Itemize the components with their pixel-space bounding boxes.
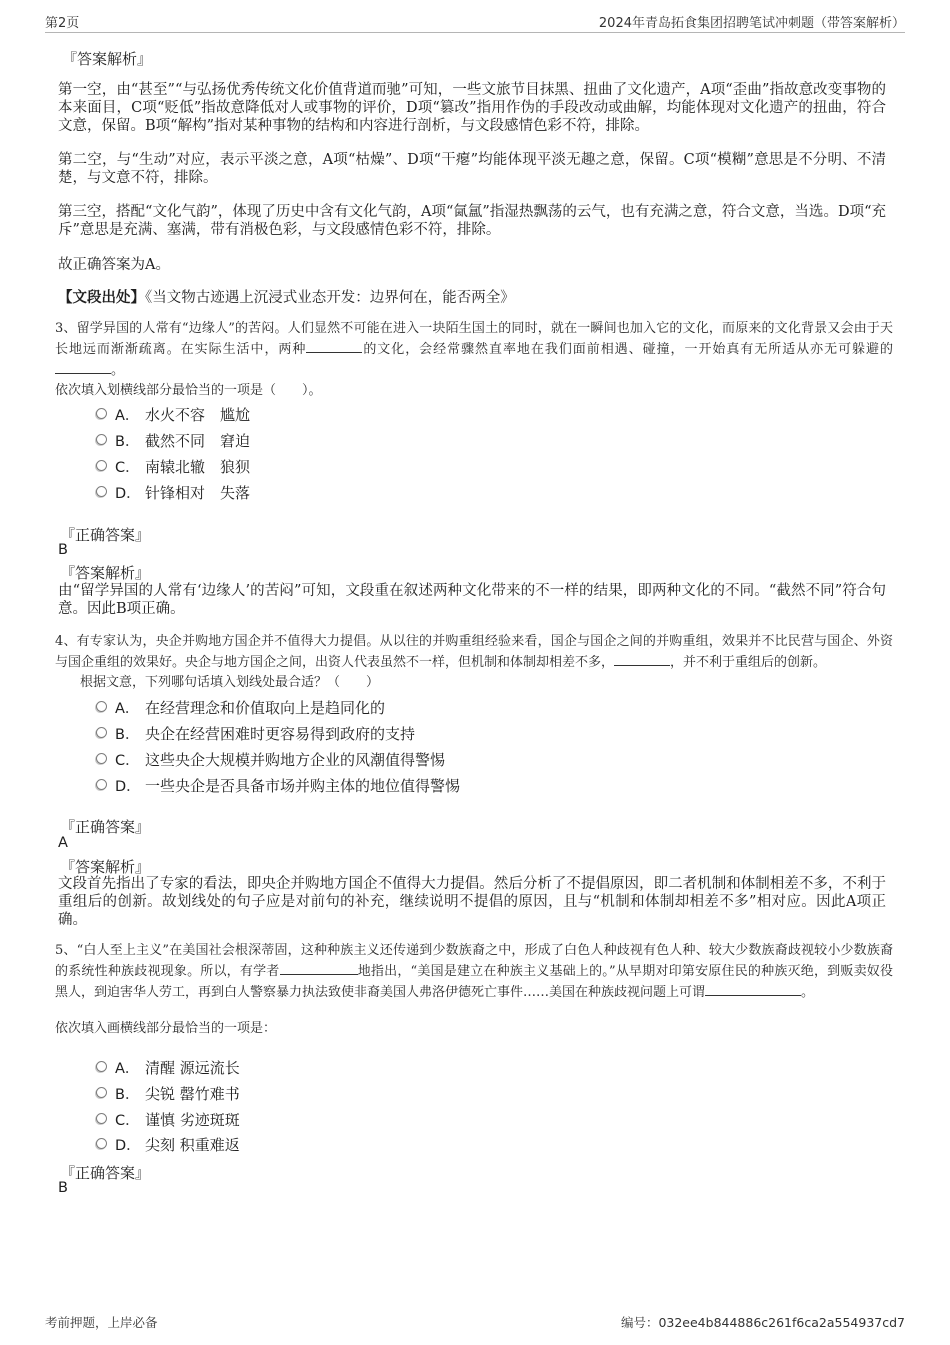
q5-stem-part2: 地指出，“美国是建立在种族主义基础上的。”从早期对印第安原住民的种族灭绝，到贩卖奴役黑人，到迫害华人劳工，再到白人警察暴力执法致使非裔美国人弗洛伊德死亡事件……美国在种族歧视问题上可谓 <box>55 964 893 1000</box>
option-text: 央企在经营困难时更容易得到政府的支持 <box>145 725 416 743</box>
option-text: 截然不同 窘迫 <box>145 432 251 450</box>
radio-button[interactable] <box>96 1113 107 1124</box>
radio-button[interactable] <box>96 1138 107 1149</box>
q3-stem-part3: 。 <box>111 363 125 378</box>
option-letter: A． <box>115 701 140 717</box>
radio-button[interactable] <box>96 701 107 712</box>
option-letter: A． <box>115 1061 140 1077</box>
q5-stem-part3: 。 <box>801 985 815 1000</box>
q3-stem-part2: 的文化，会经常骤然直率地在我们面前相遇、碰撞，一开始真有无所适从亦无可躲避的 <box>362 342 893 357</box>
q2-analysis-para1: 第一空，由“甚至”“与弘扬优秀传统文化价值背道而驰”可知，一些文旅节目抹黑、扭曲了文化遗产，A项“歪曲”指故意改变事物的本来面目，C项“贬低”指故意降低对人或事物的评价，D项“篡改”指用作伪的手段改动或曲解，均能体现对文化遗产的扭曲，符合文意，保留。B项“解构”指对某种事物的结构和内容进行剖析，与文段感情色彩不符，排除。 <box>58 82 886 134</box>
option-letter: C． <box>115 460 140 476</box>
q4-blank <box>614 653 670 666</box>
option-text: 在经营理念和价值取向上是趋同化的 <box>145 699 386 717</box>
q5-correct-label: 『正确答案』 <box>60 1164 151 1182</box>
option-letter: B． <box>115 727 140 743</box>
q4-analysis: 文段首先指出了专家的看法，即央企并购地方国企不值得大力提倡。然后分析了不提倡原因，即二者机制和体制相差不多，不利于重组后的创新。故划线处的句子应是对前句的补充，继续说明不提倡的原因，且与“机制和体制却相差不多”相对应。因此A项正确。 <box>58 876 886 928</box>
option-text: 尖刻 积重难返 <box>145 1136 240 1154</box>
q3-blank-2 <box>55 361 111 374</box>
q4-correct-answer: A <box>58 835 68 851</box>
radio-button[interactable] <box>96 408 107 419</box>
q2-analysis-para3: 第三空，搭配“文化气韵”，体现了历史中含有文化气韵，A项“氤氲”指湿热飘荡的云气，也有充满之意，符合文意，当选。D项“充斥”意思是充满、塞满，带有消极色彩，与文段感情色彩不符，排除。 <box>58 204 886 238</box>
q2-source <box>58 289 515 307</box>
q3-stem <box>55 318 893 381</box>
radio-button[interactable] <box>96 434 107 445</box>
q3-analysis: 由“留学异国的人常有‘边缘人’的苦闷”可知，文段重在叙述两种文化带来的不一样的结果，即两种文化的不同。“截然不同”符合句意。因此B项正确。 <box>58 583 886 617</box>
q5-prompt: 依次填入画横线部分最恰当的一项是： <box>55 1021 277 1036</box>
q4-analysis-label: 『答案解析』 <box>60 858 151 876</box>
q3-blank-1 <box>306 340 362 353</box>
q3-correct-answer: B <box>58 542 68 558</box>
option-letter: D． <box>115 486 141 502</box>
q3-analysis-label: 『答案解析』 <box>60 564 151 582</box>
option-letter: D． <box>115 1138 141 1154</box>
option-text: 水火不容 尴尬 <box>145 406 251 424</box>
q3-correct-label: 『正确答案』 <box>60 526 151 544</box>
option-text: 南辕北辙 狼狈 <box>145 458 251 476</box>
q2-source-text: 《当文物古迹遇上沉浸式业态开发：边界何在，能否两全》 <box>145 290 515 306</box>
option-letter: A． <box>115 408 140 424</box>
q2-analysis-label: 『答案解析』 <box>62 50 153 68</box>
q3-prompt: 依次填入划横线部分最恰当的一项是（ ）。 <box>55 383 322 398</box>
option-text: 尖锐 罄竹难书 <box>145 1085 240 1103</box>
q4-stem-part2: ，并不利于重组后的创新。 <box>670 655 827 670</box>
document-title: 2024年青岛拓食集团招聘笔试冲刺题（带答案解析） <box>598 16 905 31</box>
option-letter: C． <box>115 1113 140 1129</box>
q5-stem-part1: 5、“白人至上主义”在美国社会根深蒂固，这种种族主义还传递到少数族裔之中，形成了白色人种歧视有色人种、较大少数族裔歧视较小少数族裔的系统性种族歧视现象。所以，有学者 <box>55 943 893 979</box>
radio-button[interactable] <box>96 727 107 738</box>
radio-button[interactable] <box>96 753 107 764</box>
q5-correct-answer: B <box>58 1180 68 1196</box>
option-text: 针锋相对 失落 <box>145 484 251 502</box>
option-text: 谨慎 劣迹斑斑 <box>145 1111 240 1129</box>
radio-button[interactable] <box>96 1061 107 1072</box>
q2-analysis-para2: 第二空，与“生动”对应，表示平淡之意，A项“枯燥”、D项“干瘪”均能体现平淡无趣之意，保留。C项“模糊”意思是不分明、不清楚，与文意不符，排除。 <box>58 152 886 186</box>
option-letter: B． <box>115 1087 140 1103</box>
option-letter: C． <box>115 753 140 769</box>
q4-stem-part1: 4、有专家认为，央企并购地方国企并不值得大力提倡。从以往的并购重组经验来看，国企与国企之间的并购重组，效果并不比民营与国企、外资与国企重组的效果好。央企与地方国企之间，出资人代表虽然不一样，但机制和体制却相差不多， <box>55 634 893 670</box>
option-letter: B． <box>115 434 140 450</box>
radio-button[interactable] <box>96 1087 107 1098</box>
q2-source-label: 【文段出处】 <box>58 289 145 306</box>
radio-button[interactable] <box>96 486 107 497</box>
q3-stem-part1: 3、留学异国的人常有“边缘人”的苦闷。人们显然不可能在进入一块陌生国土的同时，就在一瞬间也加入它的文化，而原来的文化背景又会由于天长地远而渐渐疏离。在实际生活中，两种 <box>55 321 893 357</box>
option-text: 这些央企大规模并购地方企业的风潮值得警惕 <box>145 751 446 769</box>
q5-blank-1 <box>280 962 358 975</box>
option-letter: D． <box>115 779 141 795</box>
q5-stem <box>55 940 893 1003</box>
footer-slogan: 考前押题，上岸必备 <box>45 1315 158 1330</box>
q5-blank-2 <box>705 983 801 996</box>
radio-button[interactable] <box>96 460 107 471</box>
option-text: 一些央企是否具备市场并购主体的地位值得警惕 <box>145 777 461 795</box>
q4-correct-label: 『正确答案』 <box>60 818 151 836</box>
document-code: 编号：032ee4b844886c261f6ca2a554937cd7 <box>620 1315 905 1330</box>
option-text: 清醒 源远流长 <box>145 1059 240 1077</box>
q4-stem <box>55 631 893 673</box>
q4-prompt: 根据文意，下列哪句话填入划线处最合适？（ ） <box>80 675 380 690</box>
page-header <box>45 12 905 33</box>
page-number: 第2页 <box>45 16 80 31</box>
radio-button[interactable] <box>96 779 107 790</box>
q2-conclusion: 故正确答案为A。 <box>58 257 170 273</box>
